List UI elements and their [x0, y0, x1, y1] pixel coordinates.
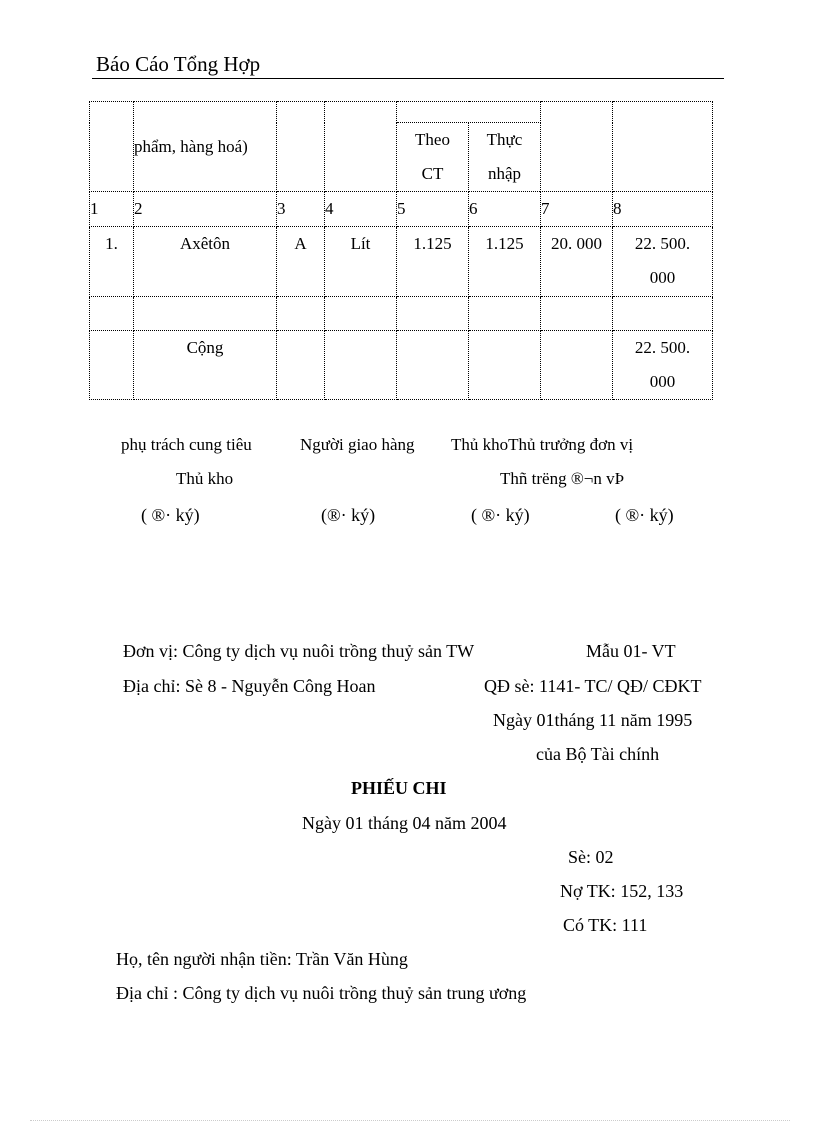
voucher-mau: Mẫu 01- VT [586, 641, 676, 661]
sig-signed-4: ( ®· ký) [615, 505, 674, 525]
header-thuc-nhap: Thực nhập [469, 123, 541, 192]
sig-phu-trach: phụ trách cung tiêu [121, 435, 252, 454]
table-column-number-row [90, 192, 713, 227]
header-product: phẩm, hàng hoá) [134, 102, 277, 192]
total-label: Cộng [134, 331, 277, 400]
row-theo-ct: 1.125 [397, 227, 469, 297]
voucher-qd: QĐ sè: 1141- TC/ QĐ/ CĐKT [484, 676, 702, 696]
goods-table [89, 101, 713, 400]
table-row [90, 227, 713, 297]
col-num-6: 6 [469, 192, 541, 227]
col-num-3: 3 [277, 192, 325, 227]
row-product-name: Axêtôn [134, 227, 277, 297]
col-num-5: 5 [397, 192, 469, 227]
table-total-row [90, 331, 713, 400]
col-num-2: 2 [134, 192, 277, 227]
sig-thu-kho-thu-truong: Thủ khoThủ trưởng đơn vị [451, 435, 634, 454]
sig-thu-truong: Thñ trëng ®¬n vÞ [500, 469, 625, 488]
voucher-bo-tai-chinh: của Bộ Tài chính [536, 744, 660, 764]
sig-signed-1: ( ®· ký) [141, 505, 200, 525]
row-amount: 22. 500. 000 [613, 227, 713, 297]
sig-signed-2: (®· ký) [321, 505, 376, 525]
voucher-don-vi: Đơn vị: Công ty dịch vụ nuôi trồng thuỷ sản TW [123, 641, 475, 661]
col-num-4: 4 [325, 192, 397, 227]
row-stt: 1. [90, 227, 134, 297]
table-header-row-top [90, 102, 713, 123]
total-amount: 22. 500. 000 [613, 331, 713, 400]
col-num-1: 1 [90, 192, 134, 227]
col-num-8: 8 [613, 192, 713, 227]
voucher-dia-chi-nhan: Địa chỉ : Công ty dịch vụ nuôi trồng thuỷ sản trung ương [116, 983, 527, 1003]
header-theo-ct: Theo CT [397, 123, 469, 192]
voucher-dia-chi: Địa chỉ: Sè 8 - Nguyễn Công Hoan [123, 676, 376, 696]
row-thuc-nhap: 1.125 [469, 227, 541, 297]
page-header-title: Báo Cáo Tổng Hợp [96, 52, 261, 76]
voucher-no-tk: Nợ TK: 152, 133 [560, 881, 684, 901]
col-num-7: 7 [541, 192, 613, 227]
sig-signed-3: ( ®· ký) [471, 505, 530, 525]
voucher-so: Sè: 02 [568, 847, 614, 867]
voucher-date: Ngày 01 tháng 04 năm 2004 [302, 813, 507, 833]
footer-dotted-line [30, 1120, 790, 1121]
sig-nguoi-giao: Người giao hàng [300, 435, 415, 454]
voucher-ngay-qd: Ngày 01tháng 11 năm 1995 [493, 710, 693, 730]
row-code: A [277, 227, 325, 297]
voucher-ho-ten: Họ, tên người nhận tiền: Trần Văn Hùng [116, 949, 408, 969]
sig-thu-kho: Thủ kho [176, 469, 234, 488]
header-divider [92, 78, 724, 79]
row-price: 20. 000 [541, 227, 613, 297]
row-unit: Lít [325, 227, 397, 297]
voucher-co-tk: Có TK: 111 [563, 915, 648, 935]
voucher-title: PHIẾU CHI [351, 778, 447, 798]
table-empty-row [90, 297, 713, 331]
